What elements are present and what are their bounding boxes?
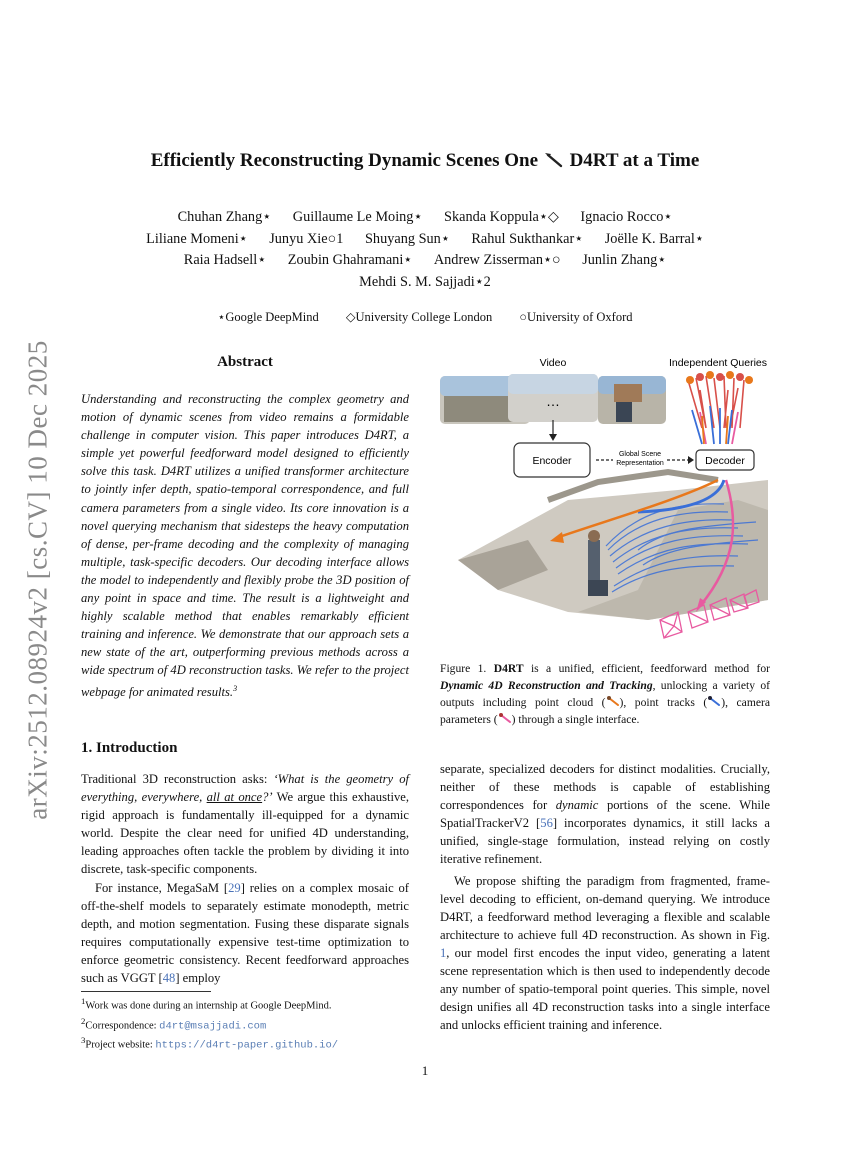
intro-paragraph-4	[440, 872, 770, 1035]
blue-dart-icon	[707, 696, 721, 707]
author: Chuhan Zhang⋆	[177, 209, 272, 225]
footnote-text: Work was done during an internship at Google DeepMind.	[85, 1000, 332, 1012]
abstract-text: Understanding and reconstructing the complex geometry and motion of dynamic scenes from video remains a formidable challenge in computer vision. This paper introduces D4RT, a simple yet powerful feedforward model designed to efficiently solve this task. D4RT utilizes a unified transformer architecture to jointly infer depth, spatio-temporal correspondence, and full camera parameters from a single video. Its core innovation is a novel querying mechanism that sidesteps the heavy computation of dense, per-frame decoding and the complexity of managing multiple, task-specific decoders. Our decoding interface allows the model to independently and flexibly probe the 3D position of any point in space and time. The result is a lightweight and highly scalable method that enables remarkably efficient training and inference. We demonstrate that our approach sets a new state of the art, outperforming previous methods across a wide spectrum of 4D reconstruction tasks. We refer to the project webpage for animated results.	[81, 392, 409, 699]
quote-text: ‘What is the geometry of everything, everywhere,	[81, 772, 409, 805]
footnote-rule	[81, 991, 211, 992]
arrowhead	[549, 434, 557, 441]
text-run: We argue this exhaustive, rigid approach is fundamentally ill-equipped for a dynamic world. Despite the clear need for unified 4D understanding, leading approaches often tackle the problem by dividing it into discrete, task-specific components.	[81, 790, 409, 877]
affiliation: ⋆Google DeepMind	[217, 310, 319, 324]
dart-icon	[543, 152, 565, 168]
intro-left-column	[81, 770, 409, 987]
abstract-body	[81, 390, 409, 701]
author: Rahul Sukthankar⋆	[471, 230, 584, 247]
author: Junlin Zhang⋆	[582, 252, 667, 268]
gsr-line-1: Global Scene	[618, 451, 662, 458]
author: Skanda Koppula⋆◇	[444, 209, 559, 225]
author: Joëlle K. Barral⋆	[604, 230, 704, 247]
author: Liliane Momeni⋆	[146, 230, 248, 247]
author: Raia Hadsell⋆	[183, 252, 267, 268]
text-run: is a unified, efficient, feedforward method for	[523, 662, 771, 675]
text-run: , unlocking a variety of outputs including point cloud (	[440, 679, 770, 709]
text-run: separate, specialized decoders for distinct modalities. Crucially, neither of these methods is capable of establishing correspondences for	[440, 762, 770, 813]
pink-dart-icon	[498, 713, 512, 724]
citation-link[interactable]: 48	[162, 971, 176, 986]
query-darts	[686, 371, 753, 444]
intro-paragraph-1	[81, 770, 409, 879]
intro-paragraph-3	[440, 760, 770, 869]
author: Mehdi S. M. Sajjadi⋆2	[359, 273, 491, 290]
figure-caption	[440, 660, 770, 728]
affiliation: ◇University College London	[345, 310, 493, 324]
caption-expansion: Dynamic 4D Reconstruction and Tracking	[440, 679, 653, 692]
affiliations	[0, 309, 850, 325]
decoder-label: Decoder	[705, 455, 745, 467]
author: Junyu Xie○1	[269, 230, 344, 247]
author: Guillaume Le Moing⋆	[292, 209, 423, 225]
page-number: 1	[421, 1063, 429, 1078]
quote-text-end: ?’	[262, 790, 273, 805]
paper-title	[0, 150, 850, 172]
author: Zoubin Ghahramani⋆	[287, 252, 413, 268]
text-run: For instance, MegaSaM [	[95, 880, 229, 895]
video-label: Video	[539, 357, 567, 369]
author-list	[100, 207, 750, 293]
author: Ignacio Rocco⋆	[580, 209, 673, 225]
title-part1: Efficiently Reconstructing Dynamic Scenes One	[150, 150, 539, 171]
text-run: ] employ	[175, 971, 221, 986]
text-run: Traditional 3D reconstruction asks:	[81, 772, 274, 786]
quote-underlined: all at once	[206, 790, 263, 805]
email-link[interactable]: d4rt@msajjadi.com	[159, 1020, 267, 1032]
text-run: We propose shifting the paradigm from fragmented, frame-level decoding to efficient, on-demand querying. We introduce D4RT, a feedforward method leveraging a flexible and scalable architecture to achieve full 4D reconstruction. As shown in Fig.	[440, 873, 770, 942]
arxiv-sidebar-stamp	[18, 320, 58, 840]
intro-right-column	[440, 760, 770, 1034]
arrowhead	[688, 456, 694, 464]
text-run: ), camera parameters (	[440, 696, 771, 726]
text-run: ) through a single interface.	[511, 713, 640, 726]
affiliation: ○University of Oxford	[519, 310, 633, 324]
encoder-label: Encoder	[532, 455, 572, 467]
text-run: ] relies on a complex mosaic of off-the-shelf models to separately estimate monodepth, metric depth, and motion segmentation. Fusing these disparate signals requires computationally expensive test-time optimization to enforce geometric consistency. Recent feedforward approaches such as VGGT [	[81, 880, 409, 986]
author: Andrew Zisserman⋆○	[433, 252, 561, 268]
footnote-label: Correspondence:	[85, 1020, 160, 1031]
queries-label: Independent Queries	[668, 357, 768, 369]
footnote-label: Project website:	[85, 1039, 156, 1051]
text-run: ] incorporates dynamics, it still lacks a unified, single-stage formulation, instead relying on costly iterative refinement.	[440, 816, 770, 867]
citation-link[interactable]: 56	[540, 816, 553, 831]
text-run: , our model first encodes the input video, generating a latent scene representation which is then used to independently decode any number of spatio-temporal point queries. This simple, novel design unifies all 4D reconstruction tasks into a single interface and unlocks efficient training and inference.	[440, 945, 770, 1033]
author: Shuyang Sun⋆	[364, 230, 450, 247]
footnote-2: $^2$Correspondence: d4rt@msajjadi.com	[81, 1015, 267, 1032]
orange-dart-icon	[606, 696, 620, 707]
caption-label: Figure 1.	[440, 662, 487, 675]
figure-link[interactable]: 1	[440, 945, 447, 960]
intro-paragraph-2	[81, 879, 409, 988]
footnote-3: $^3$Project website: https://d4rt-paper.github.io/	[81, 1035, 339, 1052]
figure-1-diagram	[438, 350, 770, 655]
title-part2: D4RT at a Time	[569, 150, 700, 171]
footnotes	[81, 994, 411, 1053]
arxiv-id: arXiv:2512.08924v2 [cs.CV] 10 Dec 2025	[22, 340, 53, 820]
text-run: portions of the scene. While SpatialTrackerV2 [	[440, 798, 770, 831]
caption-method-name: D4RT	[493, 662, 524, 675]
emphasis: dynamic	[555, 798, 599, 813]
project-website-link[interactable]: https://d4rt-paper.github.io/	[155, 1039, 339, 1052]
abstract-heading: Abstract	[217, 354, 273, 370]
frames-ellipsis: …	[546, 393, 560, 409]
gsr-line-2: Representation	[616, 460, 664, 467]
citation-link[interactable]: 29	[228, 880, 241, 895]
footnote-mark: 3	[233, 683, 238, 693]
footnote-1: $^1$Work was done during an internship at Google DeepMind.	[81, 996, 332, 1012]
section-heading: 1. Introduction	[81, 740, 178, 756]
text-run: ), point tracks (	[619, 696, 708, 709]
